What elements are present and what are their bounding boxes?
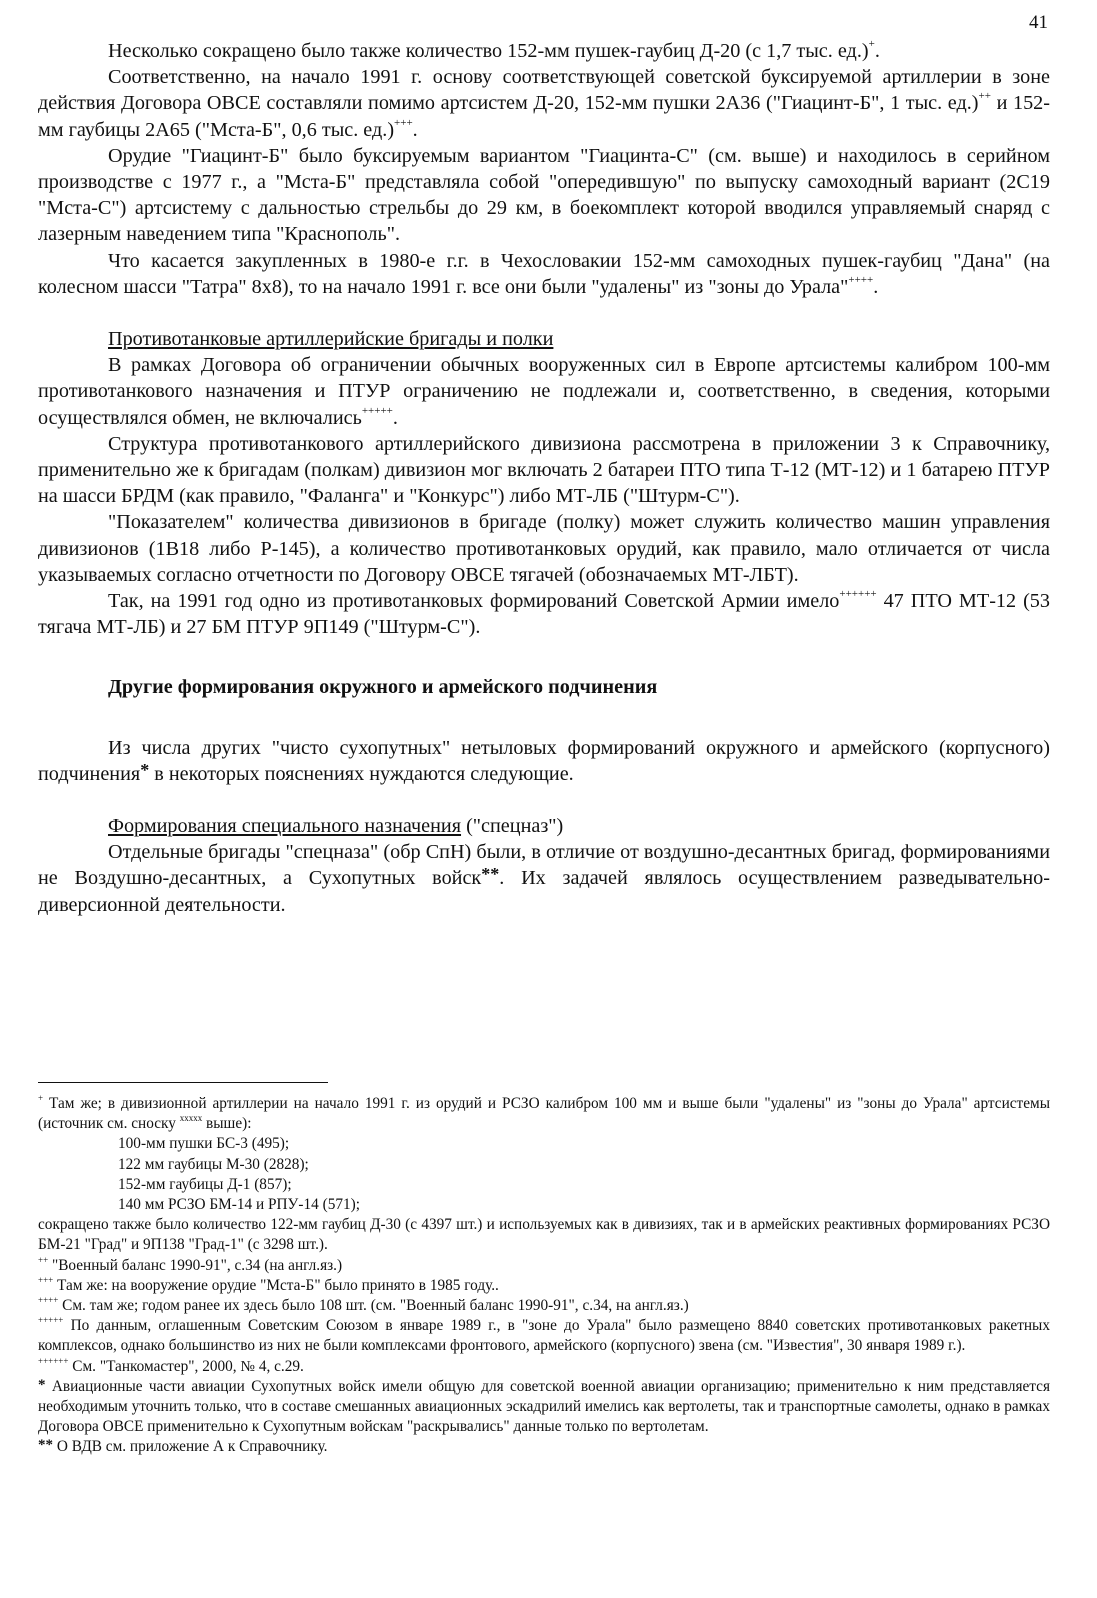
footnote: ++++++ См. "Танкомастер", 2000, № 4, с.29. [38,1355,304,1375]
footnote: +++++ По данным, оглашенным Советским Союзом в январе 1989 г., в "зоне до Урала" было размещено 8840 советских противотанковых ракетных комплексов, однако большинство из них не были комплексами фронтового, армейского (корпусного) звена (см. "Известия", 30 января 1989 г.). [38,1315,1050,1355]
footnote-list-item: 140 мм РСЗО БМ-14 и РПУ-14 (571); [118,1196,360,1214]
footnote: + Там же; в дивизионной артиллерии на начало 1991 г. из орудий и РСЗО калибром 100 мм и выше были "удалены" из "зоны до Урала" артсистемы (источник см. сноску $^{ххххх}$ выше): [38,1093,1050,1133]
footnote-ref: ++++ [848,273,874,286]
footnote-ref: ++++++ [839,588,877,601]
footnote: ** О ВДВ см. приложение А к Справочнику. [38,1437,328,1456]
footnote-separator [38,1082,328,1083]
footnote-list-item: 152-мм гаубицы Д-1 (857); [118,1175,292,1193]
footnote-list-item: 122 мм гаубицы М-30 (2828); [118,1155,309,1173]
footnote-ref: +++++ [361,404,393,417]
subheading: Противотанковые артиллерийские бригады и полки [108,328,554,351]
paragraph: Отдельные бригады "спецназа" (обр СпН) были, в отличие от воздушно-десантных бригад, формированиями не Воздушно-десантных, а Сухопутных войск**. Их задачей являлось осуществлением разведывательно-диверсионной деятельности. [38,841,1051,916]
footnote: сокращено также было количество 122-мм гаубиц Д-30 (с 4397 шт.) и используемых как в дивизиях, так и в армейских реактивных формированиях РСЗО БМ-21 "Град" и 9П138 "Град-1" (с 3298 шт.). [38,1216,1050,1254]
paragraph: Соответственно, на начало 1991 г. основу соответствующей советской буксируемой артиллерии в зоне действия Договора ОВСЕ составляли помимо артсистем Д-20, 152-мм пушки 2А36 ("Гиацинт-Б", 1 тыс. ед.)++ и 152-мм гаубицы 2А65 ("Мста-Б", 0,6 тыс. ед.)+++. [38,66,1050,141]
footnote: ++ "Военный баланс 1990-91", с.34 (на англ.яз.) [38,1254,343,1274]
page-number: 41 [1029,12,1048,33]
section-title: Другие формирования окружного и армейского подчинения [108,676,658,699]
document-page [38,0,1050,1598]
footnotes [38,1094,1050,1458]
footnote-ref: + [868,38,875,50]
paragraph: Из числа других "чисто сухопутных" нетыловых формирований окружного и армейского (корпусного) подчинения* в некоторых пояснениях нуждаются следующие. [38,736,1050,785]
main-text [38,38,1050,918]
paragraph: Что касается закупленных в 1980-е г.г. в Чехословакии 152-мм самоходных пушек-гаубиц "Дана" (на колесном шасси "Татра" 8х8), то на начало 1991 г. все они были "удалены" из "зоны до Урала"++++. [38,249,1050,298]
footnote: +++ Там же: на вооружение орудие "Мста-Б" было принято в 1985 году.. [38,1274,499,1294]
footnote-ref: ++ [978,90,991,103]
footnote-ref: +++ [394,116,413,129]
footnote: * Авиационные части авиации Сухопутных войск имели общую для советской военной авиации организацию; применительно к ним представляется необходимым уточнить только, что в составе смешанных авиационных эскадрилий имелись как вертолеты, так и транспортные самолеты, однако в рамках Договора ОВСЕ применительно к Сухопутным войскам "раскрывались" данные только по вертолетам. [38,1376,1050,1436]
paragraph: "Показателем" количества дивизионов в бригаде (полку) может служить количество машин управления дивизионов (1В18 либо Р-145), а количество противотанковых орудий, как правило, мало отличается от числа указываемых согласно отчетности по Договору ОВСЕ тягачей (обозначаемых МТ-ЛБТ). [38,511,1050,586]
paragraph: Орудие "Гиацинт-Б" было буксируемым вариантом "Гиацинта-С" (см. выше) и находилось в серийном производстве с 1977 г., а "Мста-Б" представляла собой "опередившую" по выпуску самоходный вариант (2С19 "Мста-С") артсистему с дальностью стрельбы до 29 км, в боекомплект которой вводился управляемый снаряд с лазерным наведением типа "Краснополь". [38,144,1050,246]
paragraph: Так, на 1991 год одно из противотанковых формирований Советской Армии имело++++++ 47 ПТО МТ-12 (53 тягача МТ-ЛБ) и 27 БМ ПТУР 9П149 ("Штурм-С"). [38,588,1050,639]
footnote: ++++ См. там же; годом ранее их здесь было 108 шт. (см. "Военный баланс 1990-91", с.34, на англ.яз.) [38,1295,689,1315]
footnote-ref: ** [481,864,500,885]
paragraph: В рамках Договора об ограничении обычных вооруженных сил в Европе артсистемы калибром 100-мм противотанкового назначения и ПТУР ограничению не подлежали и, соответственно, в сведения, которыми осуществлялся обмен, не включались+++++. [38,354,1050,429]
paragraph: Структура противотанкового артиллерийского дивизиона рассмотрена в приложении 3 к Справочнику, применительно же к бригадам (полкам) дивизион мог включать 2 батареи ПТО типа Т-12 (МТ-12) и 1 батарею ПТУР на шасси БРДМ (как правило, "Фаланга" и "Конкурс") либо МТ-ЛБ ("Штурм-С"). [38,432,1050,508]
subheading: Формирования специального назначения ("спецназ") [108,815,564,838]
paragraph: Несколько сокращено было также количество 152-мм пушек-гаубиц Д-20 (с 1,7 тыс. ед.)+. [108,38,880,62]
footnote-list-item: 100-мм пушки БС-3 (495); [118,1135,290,1153]
footnote-ref: * [140,759,150,780]
